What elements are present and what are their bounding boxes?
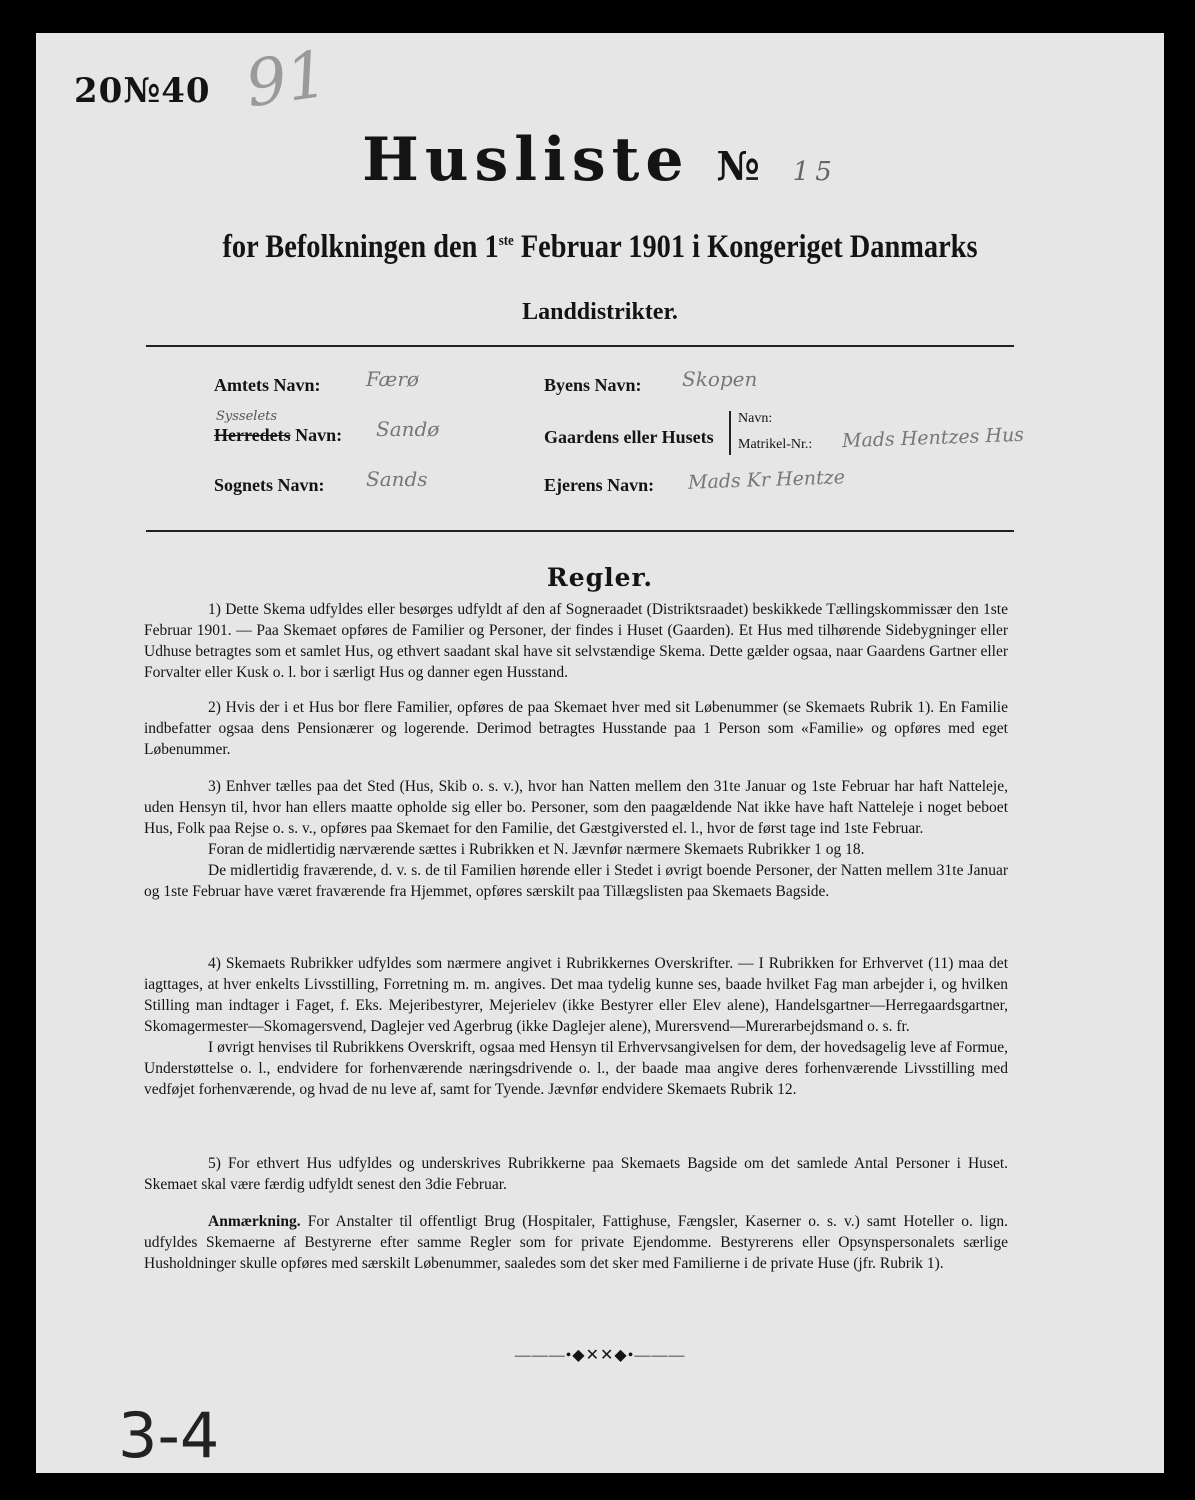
rule-3c-text: De midlertidig fraværende, d. v. s. de til Familien hørende eller i Stedet i øvrigt boende Personer, der Natten mellem 31te Januar og 1ste Februar have været fraværende fra Hjemmet, opføres særskilt paa Tillægslisten paa Skemaets Bagside. xyxy=(144,862,1008,900)
subtitle-sup: ste xyxy=(498,233,514,249)
gaard-matr-label: Matrikel-Nr.: xyxy=(738,437,813,452)
house-number-value: 15 xyxy=(792,157,838,187)
rule-3 xyxy=(144,776,1008,902)
rule-2 xyxy=(144,697,1008,760)
remark-text xyxy=(144,1211,1008,1274)
fields-divider xyxy=(146,530,1014,532)
rule-1-text: 1) Dette Skema udfyldes eller besørges udfyldt af den af Sogneraadet (Distriktsraadet) beskikkede Tællingskommissær den 1ste Februar 1901. — Paa Skemaet opføres de Familier og Personer, der findes i Huset (Gaarden). Et Hus med tilhørende Sidebygninger eller Udhuse betragtes som et samlet Hus, og ethvert saadant skal have sit selvstændige Skema. Dette gælder ogsaa, naar Gaardens Gartner eller Forvalter eller Kusk o. l. bor i særligt Hus og danner egen Husstand. xyxy=(144,601,1008,681)
rule-2-text: 2) Hvis der i et Hus bor flere Familier, opføres de paa Skemaet hver med sit Løbenummer (se Skemaets Rubrik 1). En Familie indbefatter ogsaa dens Pensionærer og logerende. Derimod betragtes Husstande paa 1 Person som «Familie» og opføres med eget Løbenummer. xyxy=(144,699,1008,758)
subtitle-post: Februar 1901 i Kongeriget Danmarks xyxy=(513,229,978,265)
subtitle xyxy=(115,229,1085,266)
herred-correction: Sysselets xyxy=(216,409,278,424)
census-form-sheet xyxy=(36,33,1164,1473)
rule-4b-text: I øvrigt henvises til Rubrikkens Overskrift, ogsaa med Hensyn til Erhvervsangivelsen for dem, der hovedsagelig leve af Formue, Understøttelse o. l., endvidere for forhenværende næringsdrivende o. l., der baade maa angive deres forhenværende Livsstilling med vedføjet forhenværende, og hvad de nu leve af, samt for Tyende. Jævnfør endvidere Skemaets Rubrik 12. xyxy=(144,1039,1008,1098)
gaard-bracket xyxy=(729,411,731,455)
house-number-label: № xyxy=(716,143,760,190)
ejer-value: Mads Kr Hentze xyxy=(687,466,846,494)
herred-label: Navn: xyxy=(295,425,343,445)
herred-value: Sandø xyxy=(376,417,440,441)
by-label: Byens Navn: xyxy=(544,375,642,395)
rule-3a-text: 3) Enhver tælles paa det Sted (Hus, Skib o. s. v.), hvor han Natten mellem den 31te Januar og 1ste Februar har haft Natteleje, uden Hensyn til, hvor han ellers maatte opholde sig eller bo. Personer, som den paagældende Nat ikke have haft Natteleje i noget beboet Hus, Folk paa Rejse o. s. v., opføres paa Skemaet for den Familie, det Gæstgiversted el. l., hvor de først tage ind 1ste Februar. xyxy=(144,778,1008,837)
ornament-divider: ———•◆✕✕◆•——— xyxy=(514,1347,686,1364)
remark-label: Anmærkning. xyxy=(208,1213,301,1230)
title-text: Husliste xyxy=(362,125,690,195)
rule-5-text: 5) For ethvert Hus udfyldes og underskrives Rubrikkerne paa Skemaets Bagside om det samlede Antal Personer i Huset. Skemaet skal være færdig udfyldt senest den 3die Februar. xyxy=(144,1155,1008,1193)
amt-value: Færø xyxy=(366,367,419,391)
rule-3b-text: Foran de midlertidig nærværende sættes i Rubrikken et N. Jævnfør nærmere Skemaets Rubrikker 1 og 18. xyxy=(208,841,865,858)
by-value: Skopen xyxy=(682,367,758,391)
rules-heading: Regler. xyxy=(546,563,654,592)
herred-label-group xyxy=(214,425,342,446)
amt-label: Amtets Navn: xyxy=(214,375,321,395)
page-title xyxy=(36,125,1164,195)
ejer-label: Ejerens Navn: xyxy=(544,475,655,495)
gaard-value: Mads Hentzes Hus xyxy=(841,423,1025,453)
gaard-navn-label: Navn: xyxy=(738,411,773,426)
pencil-annotation-range: 3-4 xyxy=(118,1399,220,1472)
subtitle-pre: for Befolkningen den 1 xyxy=(222,229,499,265)
herred-struck: Herredets xyxy=(214,425,291,445)
gaard-label: Gaardens eller Husets xyxy=(544,427,714,447)
form-code: 20№40 xyxy=(74,71,211,111)
sogn-value: Sands xyxy=(366,467,428,491)
remark xyxy=(144,1211,1008,1274)
rule-1 xyxy=(144,599,1008,683)
pencil-annotation-number: 91 xyxy=(241,37,333,123)
remark-body: For Anstalter til offentligt Brug (Hospitaler, Fattighuse, Fængsler, Kaserner o. s. v.) samt Hoteller o. lign. udfyldes Skemaerne af Bestyrerne efter samme Regler som for private Ejendomme. Bestyrerens eller Opsynspersonalets særlige Husholdninger skulle opføres med særskilt Løbenummer, saaledes som det sker med Familierne i de private Huse (jfr. Rubrik 1). xyxy=(144,1213,1008,1272)
district-heading: Landdistrikter. xyxy=(522,299,678,325)
rule-5 xyxy=(144,1153,1008,1195)
rule-4 xyxy=(144,953,1008,1100)
sogn-label: Sognets Navn: xyxy=(214,475,325,495)
rule-4a-text: 4) Skemaets Rubrikker udfyldes som nærmere angivet i Rubrikkernes Overskrifter. — I Rubrikken for Erhvervet (11) maa det iagttages, at hver enkelts Livsstilling, Forretning m. m. angives. Det maa tydelig kunne ses, baade hvilket Fag man arbejder i, og hvilken Stilling man indtager i Faget, f. Eks. Mejeribestyrer, Mejerielev (ikke Bestyrer eller Elev alene), Handelsgartner—Herregaardsgartner, Skomagermester—Skomagersvend, Daglejer ved Agerbrug (ikke Daglejer alene), Murersvend—Murerarbejdsmand o. s. fr. xyxy=(144,955,1008,1035)
top-divider xyxy=(146,345,1014,347)
